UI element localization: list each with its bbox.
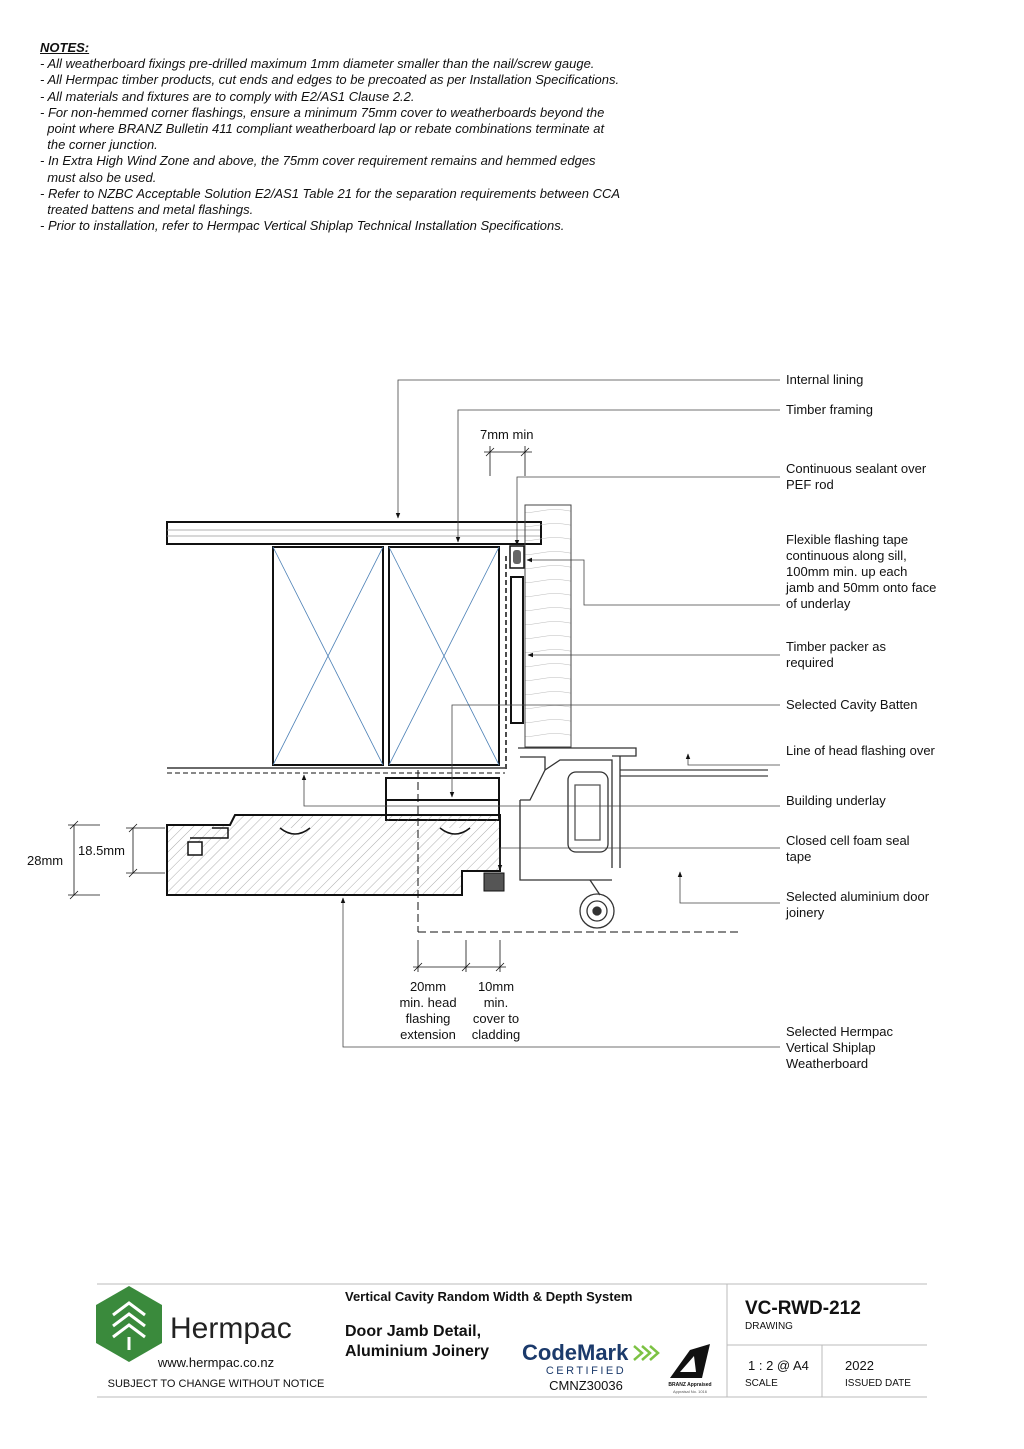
- system-name: Vertical Cavity Random Width & Depth System: [345, 1289, 633, 1304]
- aluminium-door-joinery: [518, 748, 636, 928]
- hermpac-logo-icon: [96, 1286, 162, 1362]
- note-line: the corner junction.: [40, 137, 158, 153]
- codemark-chevron-icon: [634, 1346, 658, 1360]
- timber-packer: [511, 577, 523, 723]
- disclaimer: SUBJECT TO CHANGE WITHOUT NOTICE: [107, 1378, 325, 1390]
- label-flashing-tape: 100mm min. up each: [786, 564, 908, 579]
- label-head-flashing: Line of head flashing over: [786, 743, 935, 758]
- label-sealant: PEF rod: [786, 477, 834, 492]
- dim-cover: cover to: [472, 1011, 520, 1026]
- label-timber-packer: required: [786, 655, 834, 670]
- label-timber-framing: Timber framing: [786, 402, 873, 417]
- label-flashing-tape: continuous along sill,: [786, 548, 907, 563]
- dim-cover: cladding: [471, 1027, 521, 1042]
- note-line: - Prior to installation, refer to Hermpac Vertical Shiplap Technical Installation Specifications.: [40, 218, 565, 234]
- notes-title: NOTES:: [40, 40, 90, 55]
- shiplap-weatherboard: [167, 815, 504, 895]
- label-flashing-tape: Flexible flashing tape: [786, 532, 909, 547]
- timber-framing: [273, 547, 499, 765]
- internal-lining: [167, 522, 541, 544]
- note-line: - For non-hemmed corner flashings, ensure a minimum 75mm cover to weatherboards beyond the: [40, 104, 605, 120]
- codemark-certified: CERTIFIED: [545, 1365, 627, 1377]
- label-cavity-batten: Selected Cavity Batten: [786, 697, 918, 712]
- drawing-number: VC-RWD-212: [745, 1298, 861, 1319]
- certificate-number: CMNZ30036: [549, 1378, 623, 1393]
- scale-value: 1 : 2 @ A4: [748, 1358, 809, 1373]
- company-name: Hermpac: [170, 1312, 292, 1345]
- label-flashing-tape: of underlay: [786, 596, 851, 611]
- dim-cover: min.: [483, 995, 509, 1010]
- label-foam-seal: Closed cell foam seal: [786, 833, 910, 848]
- sealant-pef-rod: [510, 546, 524, 568]
- dim-inner-depth: 18.5mm: [78, 843, 125, 858]
- label-internal-lining: Internal lining: [786, 372, 864, 387]
- cavity-batten: [386, 778, 499, 820]
- dim-head-extension: 20mm: [409, 979, 447, 994]
- issued-date: 2022: [845, 1358, 874, 1373]
- note-line: - Refer to NZBC Acceptable Solution E2/AS1 Table 21 for the separation requirements between CCA: [40, 185, 621, 201]
- underlay-lines: [167, 768, 768, 776]
- label-weatherboard: Selected Hermpac: [786, 1024, 893, 1039]
- branz-appraisal-number: Appraisal No. 1016: [672, 1389, 708, 1394]
- dim-cover: 10mm: [477, 979, 515, 994]
- note-line: - In Extra High Wind Zone and above, the 75mm cover requirement remains and hemmed edges: [40, 153, 596, 169]
- dim-head-extension: flashing: [405, 1011, 451, 1026]
- label-timber-packer: Timber packer as: [786, 639, 886, 654]
- note-line: - All Hermpac timber products, cut ends and edges to be precoated as per Installation Specifications.: [40, 72, 620, 88]
- label-sealant: Continuous sealant over: [786, 461, 927, 476]
- label-door-joinery: joinery: [786, 905, 825, 920]
- label-door-joinery: Selected aluminium door: [786, 889, 930, 904]
- website: www.hermpac.co.nz: [157, 1355, 275, 1370]
- dim-outer-depth: 28mm: [27, 853, 64, 868]
- label-weatherboard: Vertical Shiplap: [786, 1040, 876, 1055]
- codemark-logo: CodeMark: [522, 1340, 629, 1365]
- issued-date-label: ISSUED DATE: [845, 1378, 911, 1389]
- note-line: point where BRANZ Bulletin 411 compliant weatherboard lap or rebate combinations terminate at: [40, 121, 605, 137]
- label-building-underlay: Building underlay: [786, 793, 886, 808]
- note-line: treated battens and metal flashings.: [40, 202, 254, 218]
- label-flashing-tape: jamb and 50mm onto face: [786, 580, 937, 595]
- drawing-label: DRAWING: [745, 1321, 793, 1332]
- scale-label: SCALE: [745, 1378, 778, 1389]
- dim-head-extension: extension: [400, 1027, 456, 1042]
- note-line: must also be used.: [40, 169, 157, 185]
- joinery-reveal: [525, 505, 571, 747]
- label-foam-seal: tape: [786, 849, 812, 864]
- branz-appraised: BRANZ Appraised: [668, 1382, 712, 1388]
- drawing-title: Aluminium Joinery: [345, 1343, 490, 1360]
- drawing-title: Door Jamb Detail,: [345, 1323, 482, 1340]
- dim-head-extension: min. head: [399, 995, 457, 1010]
- note-line: - All weatherboard fixings pre-drilled maximum 1mm diameter smaller than the nail/screw gauge.: [40, 56, 595, 72]
- label-weatherboard: Weatherboard: [786, 1056, 869, 1071]
- dim-gap: 7mm min: [480, 427, 534, 442]
- note-line: - All materials and fixtures are to comply with E2/AS1 Clause 2.2.: [40, 88, 415, 104]
